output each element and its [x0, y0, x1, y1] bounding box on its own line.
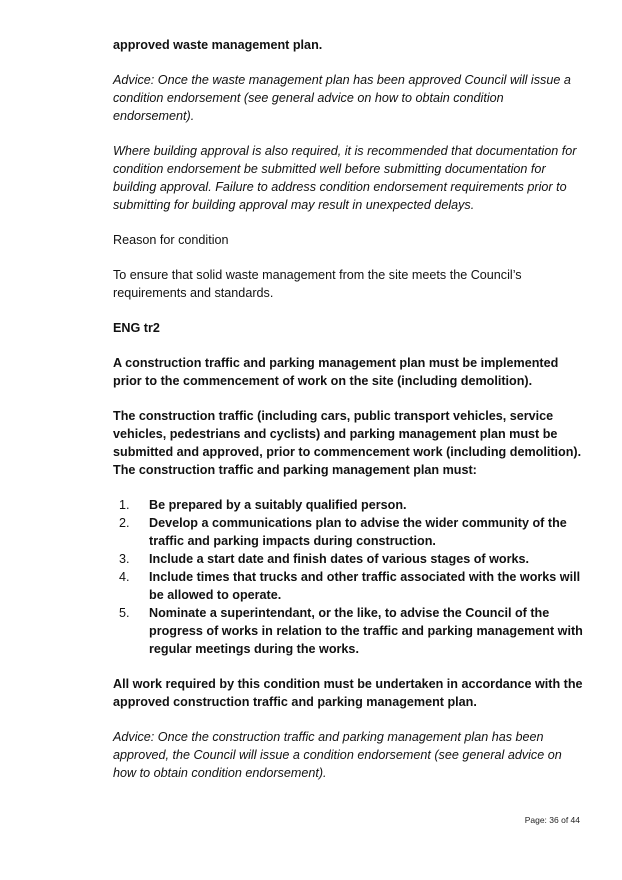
paragraph-reason-text: To ensure that solid waste management from the site meets the Council’s requirements and standards. [113, 268, 522, 300]
list-item [113, 604, 583, 658]
list-item [113, 496, 583, 514]
list-item-text: Include a start date and finish dates of various stages of works. [149, 552, 530, 566]
list-item-text: Develop a communications plan to advise the wider community of the traffic and parking impacts during construction. [149, 516, 567, 548]
list-item-number: 3. [119, 552, 130, 566]
page-number: Page: 36 of 44 [524, 815, 580, 825]
list-item [113, 550, 583, 568]
list-item-text: Nominate a superintendant, or the like, to advise the Council of the progress of works in relation to the traffic and parking management with regular meetings during the works. [149, 606, 583, 656]
requirements-list [113, 496, 583, 658]
list-item [113, 514, 583, 550]
list-item-number: 2. [119, 516, 130, 530]
paragraph-advice-waste-endorsement: Advice: Once the waste management plan has been approved Council will issue a condition endorsement (see general advice on how to obtain condition endorsement). [113, 73, 571, 123]
paragraph-reason-heading: Reason for condition [113, 233, 229, 247]
paragraph-advice-traffic-endorsement: Advice: Once the construction traffic and parking management plan has been approved, the Council will issue a condition endorsement (see general advice on how to obtain condition endorsement). [113, 730, 562, 780]
paragraph-traffic-plan-scope: The construction traffic (including cars, public transport vehicles, service vehicles, pedestrians and cyclists) and parking management plan must be submitted and approved, prior to commencement work (including demolition). The construction traffic and parking management plan must: [113, 409, 582, 477]
condition-code-heading: ENG tr2 [113, 321, 160, 335]
list-item [113, 568, 583, 604]
list-item-number: 4. [119, 570, 130, 584]
list-item-number: 1. [119, 498, 130, 512]
list-item-text: Be prepared by a suitably qualified person. [149, 498, 407, 512]
paragraph-traffic-plan-requirement: A construction traffic and parking management plan must be implemented prior to the commencement of work on the site (including demolition). [113, 356, 559, 388]
paragraph-compliance-requirement: All work required by this condition must be undertaken in accordance with the approved construction traffic and parking management plan. [113, 677, 583, 709]
list-item-number: 5. [119, 606, 130, 620]
paragraph-building-approval-advice: Where building approval is also required, it is recommended that documentation for condition endorsement be submitted well before submitting documentation for building approval. Failure to address condition endorsement requirements prior to submitting for building approval may result in unexpected delays. [113, 144, 577, 212]
list-item-text: Include times that trucks and other traffic associated with the works will be allowed to operate. [149, 570, 581, 602]
document-body [113, 36, 583, 799]
paragraph-approved-waste-plan: approved waste management plan. [113, 38, 323, 52]
